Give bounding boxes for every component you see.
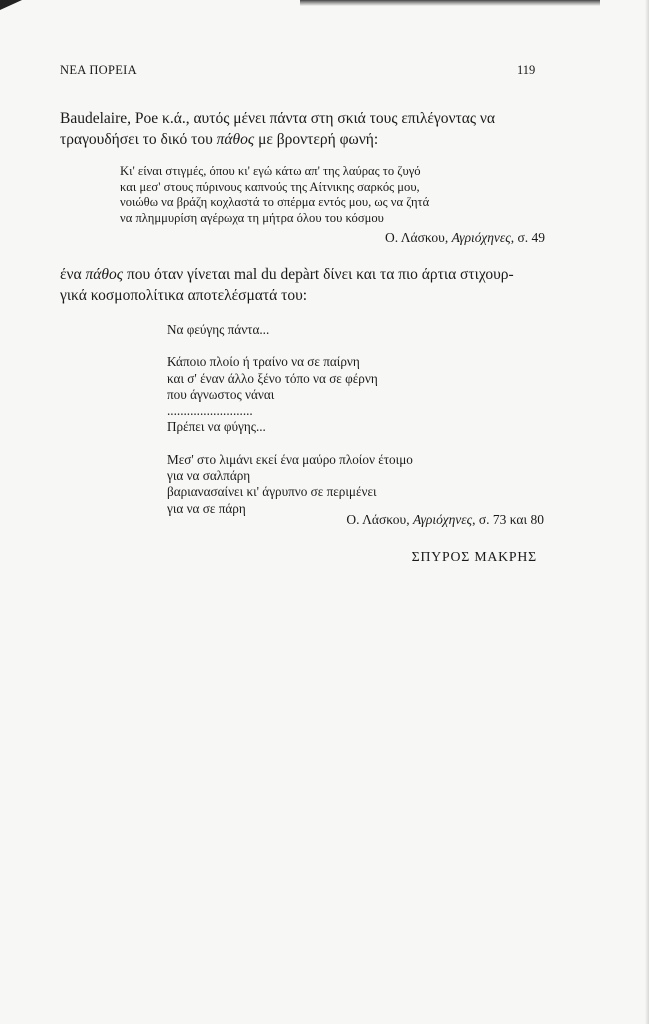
stanza-break <box>167 338 413 354</box>
quote-2 <box>167 322 413 517</box>
scan-top-edge <box>300 0 600 6</box>
page-number: 119 <box>517 63 536 77</box>
text-run: ένα <box>60 266 86 283</box>
scan-corner-mark <box>0 0 22 10</box>
text-run: με βροντερή φωνή: <box>254 131 379 148</box>
text-run: που όταν γίνεται mal du depàrt δίνει και τα πιο άρτια στιχουρ- <box>123 266 514 283</box>
stanza-break <box>167 436 413 452</box>
author-signature: ΣΠΥΡΟΣ ΜΑΚΡΗΣ <box>411 549 537 564</box>
quote-1 <box>120 164 429 226</box>
text-run: τραγουδήσει το δικό του <box>60 131 217 148</box>
verse-line: βαριανασαίνει κι' άγρυπνο σε περιμένει <box>167 484 377 500</box>
verse-line: για να σε πάρη <box>167 500 246 516</box>
verse-ellipsis: .......................... <box>167 403 253 419</box>
running-title: ΝΕΑ ΠΟΡΕΙΑ <box>60 63 137 77</box>
quote-1-attribution <box>385 230 545 246</box>
verse-line: Να φεύγης πάντα... <box>167 322 270 337</box>
paragraph-2 <box>60 264 545 306</box>
attribution-title: Αγριόχηνες <box>451 230 511 245</box>
verse-line: και μεσ' στους πύρινους καπνούς της Αίτνικης σαρκός μου, <box>120 179 420 194</box>
verse-line: Μεσ' στο λιμάνι εκεί ένα μαύρο πλοίον έτοιμο <box>167 451 413 467</box>
scan-right-edge <box>645 0 649 1024</box>
paragraph-line: γικά κοσμοπολίτικα αποτελέσματά του: <box>60 287 308 304</box>
attribution-author: Ο. Λάσκου, <box>346 512 413 527</box>
verse-line: για να σαλπάρη <box>167 468 251 484</box>
verse-line: και σ' έναν άλλο ξένο τόπο να σε φέρνη <box>167 370 378 386</box>
verse-line: Κάποιο πλοίο ή τραίνο να σε παίρνη <box>167 354 360 370</box>
quote-2-attribution <box>346 512 544 528</box>
attribution-page: , σ. 49 <box>510 230 545 245</box>
paragraph-line <box>60 129 545 150</box>
verse-line: νοιώθω να βράζη κοχλαστά το σπέρμα εντός μου, ως να ζητά <box>120 195 430 209</box>
verse-line: να πλημμυρίση αγέρωχα τη μήτρα όλου του κόσμου <box>120 210 384 225</box>
verse-line: Κι' είναι στιγμές, όπου κι' εγώ κάτω απ' της λαύρας το ζυγό <box>120 164 421 178</box>
attribution-title: Αγριόχηνες <box>412 512 473 527</box>
paragraph-1 <box>60 108 545 150</box>
verse-line: που άγνωστος νάναι <box>167 386 275 402</box>
paragraph-line <box>60 264 545 285</box>
attribution-page: , σ. 73 και 80 <box>472 512 544 527</box>
attribution-author: Ο. Λάσκου, <box>385 230 452 245</box>
verse-line: Πρέπει να φύγης... <box>167 419 266 435</box>
italic-term: πάθος <box>85 266 124 283</box>
italic-term: πάθος <box>216 131 255 148</box>
paragraph-line: Baudelaire, Poe κ.ά., αυτός μένει πάντα στη σκιά τους επιλέγοντας να <box>60 110 495 127</box>
